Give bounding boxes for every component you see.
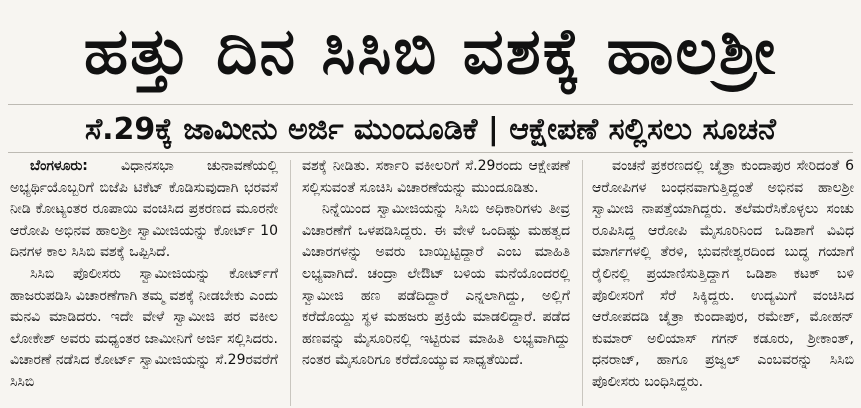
- headline: ಹತ್ತು ದಿನ ಸಿಸಿಬಿ ವಶಕ್ಕೆ ಹಾಲಶ್ರೀ: [83, 15, 778, 89]
- paragraph-text: ವಿಧಾನಸಭಾ ಚುನಾವಣೆಯಲ್ಲಿ ಅಭ್ಯರ್ಥಿಯೊಬ್ಬರಿಗೆ ಬಿಜೆಪಿ ಟಿಕೆಟ್ ಕೊಡಿಸುವುದಾಗಿ ಭರವಸೆ ನೀಡಿ ಕೋಟ್ಯಂತರ ರೂಪಾಯಿ ವಂಚಿಸಿದ ಪ್ರಕರಣದ ಮೂರನೇ ಆರೋಪಿ ಅಭಿನವ ಹಾಲಶ್ರೀ ಸ್ವಾಮೀಜಿಯನ್ನು ಕೋರ್ಟ್ 10 ದಿನಗಳ ಕಾಲ ಸಿಸಿಬಿ ವಶಕ್ಕೆ ಒಪ್ಪಿಸಿದೆ.: [10, 158, 278, 261]
- article-paragraph: [10, 156, 278, 264]
- article-paragraph: ಸಿಸಿಬಿ ಪೊಲೀಸರು ಸ್ವಾಮೀಜಿಯನ್ನು ಕೋರ್ಟ್‌ಗೆ ಹಾಜರುಪಡಿಸಿ ವಿಚಾರಣೆಗಾಗಿ ತಮ್ಮ ವಶಕ್ಕೆ ನೀಡಬೇಕು ಎಂದು ಮನವಿ ಮಾಡಿದರು. ಇದೇ ವೇಳೆ ಸ್ವಾಮೀಜಿ ಪರ ವಕೀಲ ಲೋಕೇಶ್ ಅವರು ಮಧ್ಯಂತರ ಜಾಮೀನಿಗೆ ಅರ್ಜಿ ಸಲ್ಲಿಸಿದರು. ವಿಚಾರಣೆ ನಡೆಸಿದ ಕೋರ್ಟ್ ಸ್ವಾಮೀಜಿಯನ್ನು ಸೆ.29ರವರೆಗೆ ಸಿಸಿಬಿ: [10, 265, 278, 390]
- column-divider: [582, 160, 583, 406]
- headline-divider: [8, 104, 853, 105]
- article-column-3: [592, 156, 854, 408]
- article-body: [10, 156, 854, 408]
- article-column-2: [302, 156, 570, 408]
- article-paragraph: ನಿನ್ನೆಯಿಂದ ಸ್ವಾಮೀಜಿಯನ್ನು ಸಿಸಿಬಿ ಅಧಿಕಾರಿಗಳು ತೀವ್ರ ವಿಚಾರಣೆಗೆ ಒಳಪಡಿಸಿದ್ದರು. ಈ ವೇಳೆ ಒಂದಿಷ್ಟು ಮಹತ್ವದ ವಿಚಾರಗಳನ್ನು ಅವರು ಬಾಯ್ಬಿಟ್ಟಿದ್ದಾರೆ ಎಂಬ ಮಾಹಿತಿ ಲಭ್ಯವಾಗಿದೆ. ಚಂದ್ರಾ ಲೇಔಟ್ ಬಳಿಯ ಮನೆಯೊಂದರಲ್ಲಿ ಸ್ವಾಮೀಜಿ ಹಣ ಪಡೆದಿದ್ದಾರೆ ಎನ್ನಲಾಗಿದ್ದು, ಅಲ್ಲಿಗೆ ಕರೆದೊಯ್ದು ಸ್ಥಳ ಮಹಜರು ಪ್ರಕ್ರಿಯೆ ಮಾಡಲಿದ್ದಾರೆ. ಪಡೆದ ಹಣವನ್ನು ಮೈಸೂರಿನಲ್ಲಿ ಇಟ್ಟಿರುವ ಮಾಹಿತಿ ಲಭ್ಯವಾಗಿದ್ದು ನಂತರ ಮೈಸೂರಿಗೂ ಕರೆದೊಯ್ಯುವ ಸಾಧ್ಯತೆಯಿದೆ.: [302, 201, 570, 369]
- column-divider: [290, 160, 291, 406]
- article-column-1: [10, 156, 278, 408]
- subheadline-divider: [8, 152, 853, 153]
- subheadline: ಸೆ.29ಕ್ಕೆ ಜಾಮೀನು ಅರ್ಜಿ ಮುಂದೂಡಿಕೆ | ಆಕ್ಷೇಪಣೆ ಸಲ್ಲಿಸಲು ಸೂಚನೆ: [85, 112, 776, 147]
- article-paragraph: ವಂಚನೆ ಪ್ರಕರಣದಲ್ಲಿ ಚೈತ್ರಾ ಕುಂದಾಪುರ ಸೇರಿದಂತೆ 6 ಆರೋಪಿಗಳ ಬಂಧನವಾಗುತ್ತಿದ್ದಂತೆ ಅಭಿನವ ಹಾಲಶ್ರೀ ಸ್ವಾಮೀಜಿ ನಾಪತ್ತೆಯಾಗಿದ್ದರು. ತಲೆಮರೆಸಿಕೊಳ್ಳಲು ಸಂಚು ರೂಪಿಸಿದ್ದ ಆರೋಪಿ ಮೈಸೂರಿನಿಂದ ಒಡಿಶಾಗೆ ವಿವಿಧ ಮಾರ್ಗಗಳಲ್ಲಿ ತೆರಳಿ, ಭುವನೇಶ್ವರದಿಂದ ಬುದ್ಧ ಗಯಾಗೆ ರೈಲಿನಲ್ಲಿ ಪ್ರಯಾಣಿಸುತ್ತಿದ್ದಾಗ ಒಡಿಶಾ ಕಟಕ್ ಬಳಿ ಪೊಲೀಸರಿಗೆ ಸೆರೆ ಸಿಕ್ಕಿದ್ದರು. ಉದ್ಯಮಿಗೆ ವಂಚಿಸಿದ ಆರೋಪದಡಿ ಚೈತ್ರಾ ಕುಂದಾಪುರ, ರಮೇಶ್, ಮೋಹನ್ ಕುಮಾರ್ ಅಲಿಯಾಸ್ ಗಗನ್ ಕಡೂರು, ಶ್ರೀಕಾಂತ್, ಧನರಾಜ್, ಹಾಗೂ ಪ್ರಜ್ವಲ್ ಎಂಬವರನ್ನು ಸಿಸಿಬಿ ಪೊಲೀಸರು ಬಂಧಿಸಿದ್ದರು.: [592, 158, 854, 390]
- article-paragraph: ವಶಕ್ಕೆ ನೀಡಿತು. ಸರ್ಕಾರಿ ವಕೀಲರಿಗೆ ಸೆ.29ರಂದು ಆಕ್ಷೇಪಣೆ ಸಲ್ಲಿಸುವಂತೆ ಸೂಚಿಸಿ ವಿಚಾರಣೆಯನ್ನು ಮುಂದೂಡಿತು.: [302, 158, 570, 196]
- dateline: ಬೆಂಗಳೂರು:: [30, 158, 88, 174]
